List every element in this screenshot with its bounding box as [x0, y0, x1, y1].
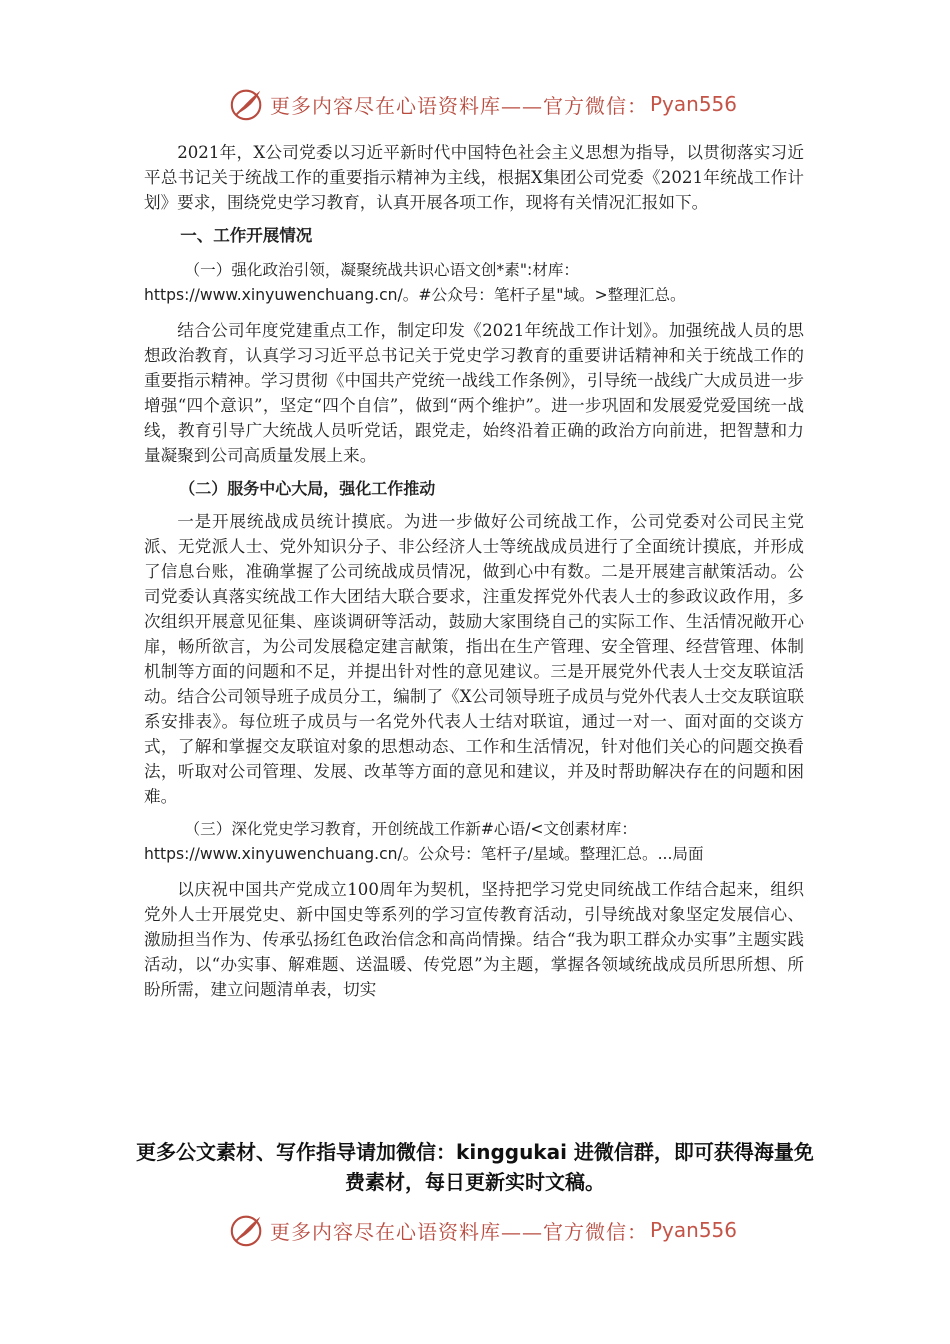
- section-heading: 一、工作开展情况: [180, 226, 313, 245]
- quill-circle-logo-icon: [228, 85, 266, 123]
- banner-text: 更多内容尽在心语资料库——官方微信：: [270, 1219, 648, 1244]
- footer-promo-note: 更多公文素材、写作指导请加微信：kinggukai 进微信群，即可获得海量免费素材，每日更新实时文稿。: [136, 1140, 814, 1194]
- paragraph-3: 以庆祝中国共产党成立100周年为契机，坚持把学习党史同统战工作结合起来，组织党外人士开展党史、新中国史等系列的学习宣传教育活动，引导统战对象坚定发展信心、激励担当作为、传承弘扬红色政治信念和高尚情操。结合“我为职工群众办实事”主题实践活动，以“办实事、解难题、送温暖、传党恩”为主题，掌握各领域统战成员所思所想、所盼所需，建立问题清单表，切实: [144, 880, 804, 999]
- banner-wechat-id: Pyan556: [650, 1218, 738, 1242]
- quill-circle-logo-icon: [228, 1211, 266, 1249]
- header-banner: [228, 84, 748, 124]
- paragraph-1: 结合公司年度党建重点工作，制定印发《2021年统战工作计划》。加强统战人员的思想政治教育，认真学习习近平总书记关于党史学习教育的重要讲话精神和关于统战工作的重要指示精神。学习贯彻《中国共产党统一战线工作条例》，引导统一战线广大成员进一步增强“四个意识”，坚定“四个自信”，做到“两个维护”。进一步巩固和发展爱党爱国统一战线，教育引导广大统战人员听党话，跟党走，始终沿着正确的政治方向前进，把智慧和力量凝聚到公司高质量发展上来。: [144, 321, 804, 465]
- banner-text: 更多内容尽在心语资料库——官方微信：: [270, 93, 648, 118]
- paragraph-2: 一是开展统战成员统计摸底。为进一步做好公司统战工作，公司党委对公司民主党派、无党派人士、党外知识分子、非公经济人士等统战成员进行了全面统计摸底，并形成了信息台账，准确掌握了公司统战成员情况，做到心中有数。二是开展建言献策活动。公司党委认真落实统战工作大团结大联合要求，注重发挥党外代表人士的参政议政作用，多次组织开展意见征集、座谈调研等活动，鼓励大家围绕自己的实际工作、生活情况敞开心扉，畅所欲言，为公司发展稳定建言献策，指出在生产管理、安全管理、经营管理、体制机制等方面的问题和不足，并提出针对性的意见建议。三是开展党外代表人士交友联谊活动。结合公司领导班子成员分工，编制了《X公司领导班子成员与党外代表人士交友联谊联系安排表》。每位班子成员与一名党外代表人士结对联谊，通过一对一、面对面的交谈方式，了解和掌握交友联谊对象的思想动态、工作和生活情况，针对他们关心的问题交换看法，听取对公司管理、发展、改革等方面的意见和建议，并及时帮助解决存在的问题和困难。: [144, 512, 804, 806]
- footer-banner: [228, 1210, 748, 1250]
- subheading-2: （二）服务中心大局，强化工作推动: [179, 479, 436, 498]
- subheading-1: （一）强化政治引领，凝聚统战共识心语文创*素":材库：https://www.xinyuwenchuang.cn/。#公众号：笔杆子星"域。>整理汇总。: [144, 261, 686, 304]
- intro-paragraph: 2021年，X公司党委以习近平新时代中国特色社会主义思想为指导，以贯彻落实习近平总书记关于统战工作的重要指示精神为主线，根据X集团公司党委《2021年统战工作计划》要求，围绕党史学习教育，认真开展各项工作，现将有关情况汇报如下。: [144, 143, 804, 212]
- document-body: [144, 140, 804, 1010]
- subheading-3: （三）深化党史学习教育，开创统战工作新#心语/<文创素材库：https://www.xinyuwenchuang.cn/。公众号：笔杆子/星域。整理汇总。...局面: [144, 820, 704, 863]
- banner-wechat-id: Pyan556: [650, 92, 738, 116]
